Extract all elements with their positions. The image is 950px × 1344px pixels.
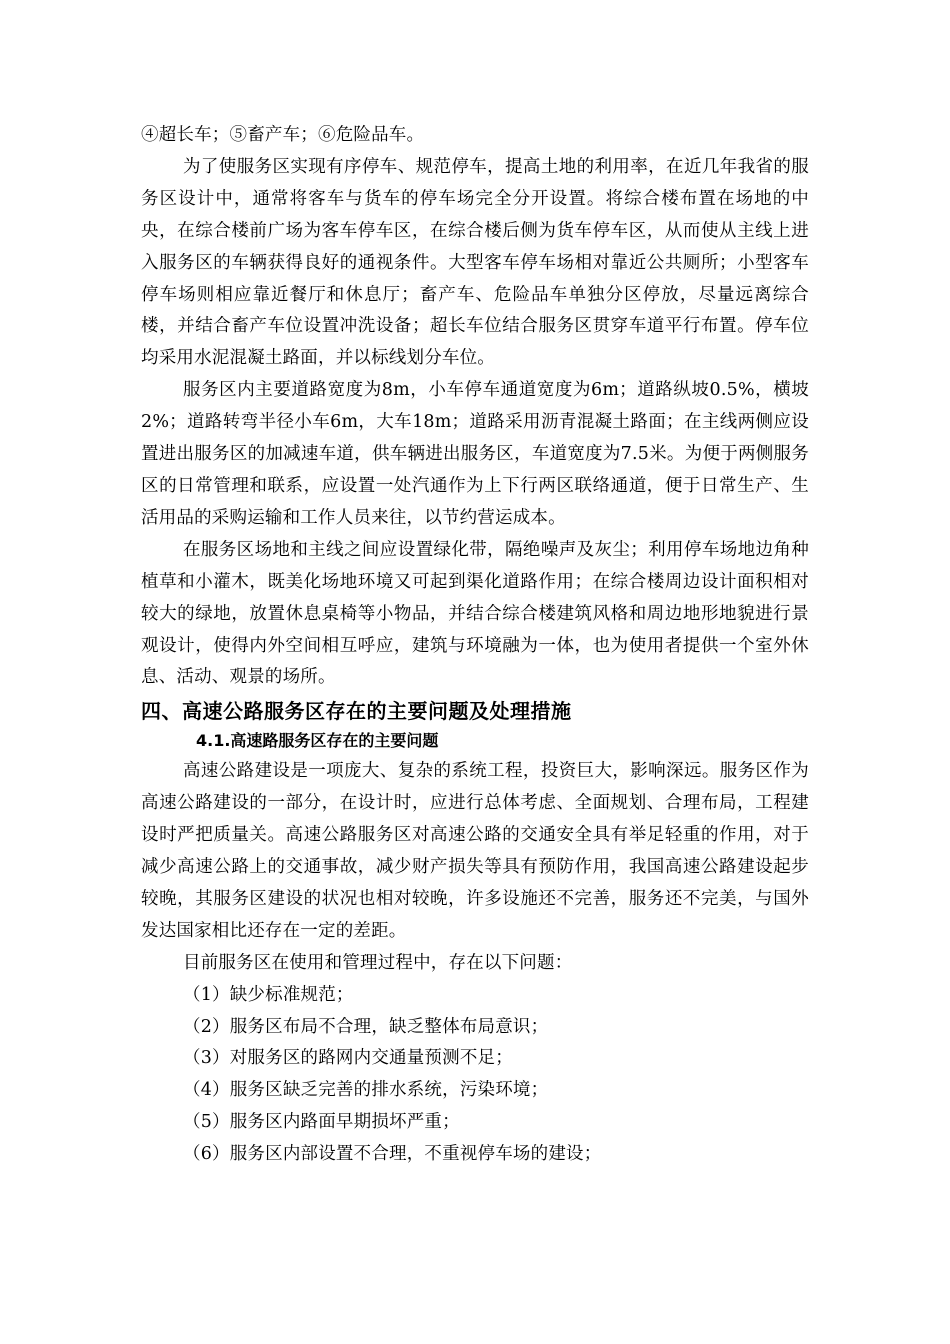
- section-heading: 四、高速公路服务区存在的主要问题及处理措施: [141, 699, 572, 724]
- paragraph-problems-intro: 目前服务区在使用和管理过程中，存在以下问题：: [183, 952, 573, 973]
- problem-list: [141, 980, 809, 1171]
- paragraph-parking-layout: 为了使服务区实现有序停车、规范停车，提高土地的利用率，在近几年我省的服务区设计中，通常将客车与货车的停车场完全分开设置。将综合楼布置在场地的中央，在综合楼前广场为客车停车区，在综合楼后侧为货车停车区，从而使从主线上进入服务区的车辆获得良好的通视条件。大型客车停车场相对靠近公共厕所；小型客车停车场则相应靠近餐厅和休息厅；畜产车、危险品车单独分区停放，尽量远离综合楼，并结合畜产车位设置冲洗设备；超长车位结合服务区贯穿车道平行布置。停车位均采用水泥混凝土路面，并以标线划分车位。: [141, 156, 809, 369]
- list-item: （1）缺少标准规范；: [183, 984, 354, 1005]
- subsection-heading: 4.1.高速路服务区存在的主要问题: [196, 731, 439, 751]
- list-item: （5）服务区内路面早期损坏严重；: [183, 1112, 460, 1133]
- list-item: （3）对服务区的路网内交通量预测不足；: [183, 1048, 513, 1069]
- list-item: （4）服务区缺乏完善的排水系统，污染环境；: [183, 1080, 549, 1101]
- paragraph-greening: 在服务区场地和主线之间应设置绿化带，隔绝噪声及灰尘；利用停车场地边角种植草和小灌木，既美化场地环境又可起到渠化道路作用；在综合楼周边设计面积相对较大的绿地，放置休息桌椅等小物品，并结合综合楼建筑风格和周边地形地貌进行景观设计，使得内外空间相互呼应，建筑与环境融为一体，也为使用者提供一个室外休息、活动、观景的场所。: [141, 539, 809, 688]
- document-body: [141, 120, 809, 1171]
- paragraph-vehicle-types: ④超长车；⑤畜产车；⑥危险品车。: [141, 125, 425, 145]
- paragraph-road-specs: 服务区内主要道路宽度为8m，小车停车通道宽度为6m；道路纵坡0.5%，横坡2%；道路转弯半径小车6m，大车18m；道路采用沥青混凝土路面；在主线两侧应设置进出服务区的加减速车道，供车辆进出服务区，车道宽度为7.5米。为便于两侧服务区的日常管理和联系，应设置一处汽通作为上下行两区联络通道，便于日常生产、生活用品的采购运输和工作人员来往，以节约营运成本。: [141, 380, 809, 528]
- paragraph-construction-overview: 高速公路建设是一项庞大、复杂的系统工程，投资巨大，影响深远。服务区作为高速公路建设的一部分，在设计时，应进行总体考虑、全面规划、合理布局，工程建设时严把质量关。高速公路服务区对高速公路的交通安全具有举足轻重的作用，对于减少高速公路上的交通事故，减少财产损失等具有预防作用，我国高速公路建设起步较晚，其服务区建设的状况也相对较晚，许多设施还不完善，服务还不完美，与国外发达国家相比还存在一定的差距。: [141, 761, 809, 941]
- list-item: （2）服务区布局不合理，缺乏整体布局意识；: [183, 1016, 549, 1037]
- list-item: （6）服务区内部设置不合理，不重视停车场的建设；: [183, 1144, 602, 1165]
